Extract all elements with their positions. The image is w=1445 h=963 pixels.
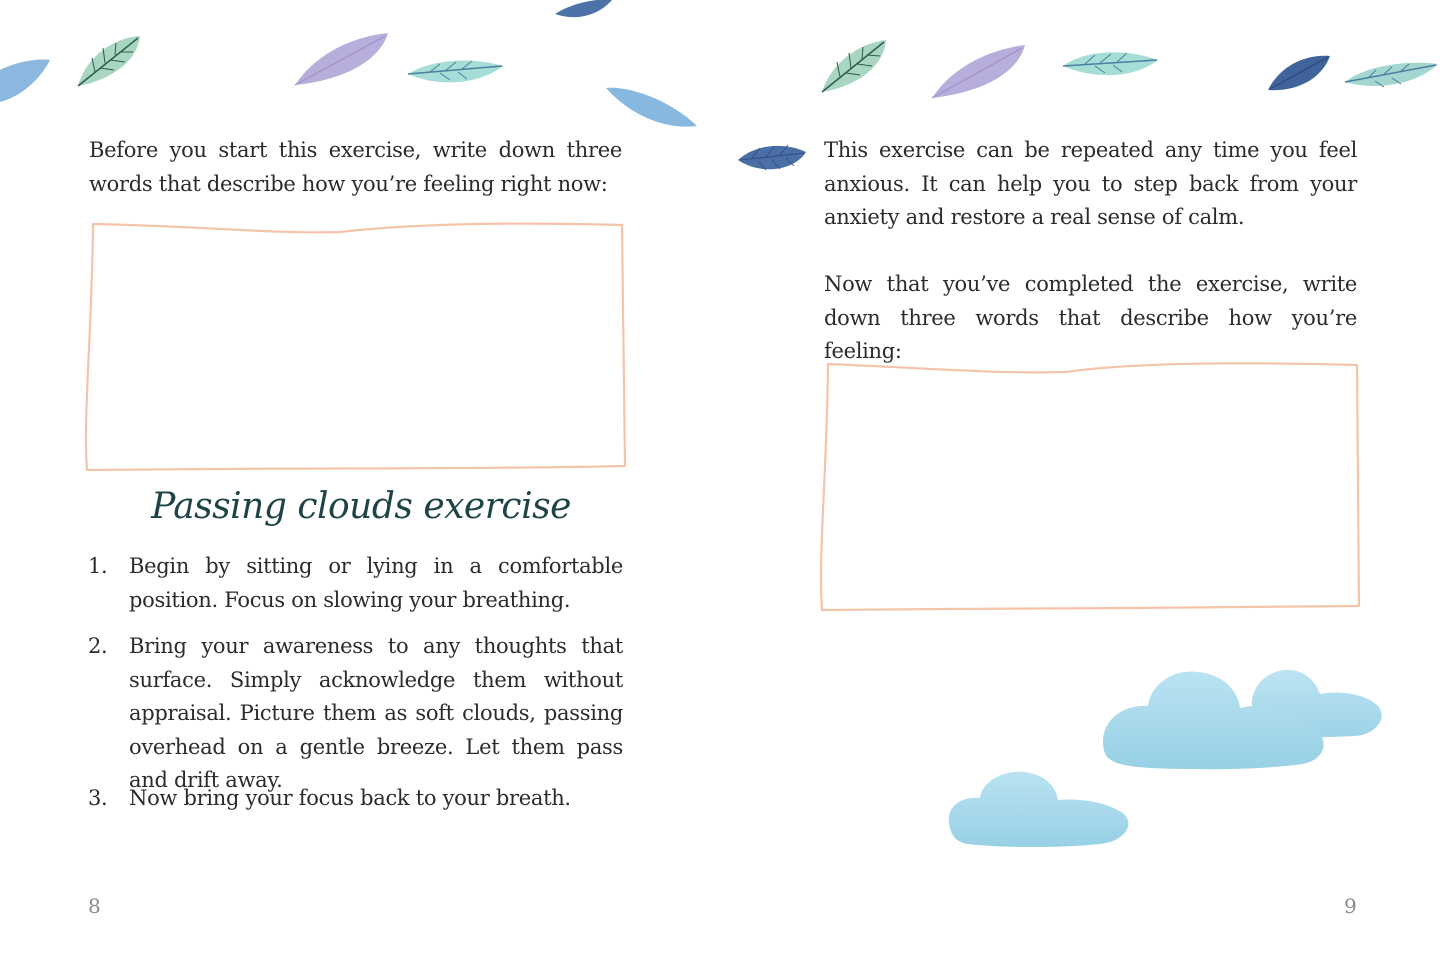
step-number: 1.: [88, 554, 108, 578]
feelings-box-before[interactable]: [80, 214, 632, 476]
left-page: [0, 0, 722, 963]
intro-paragraph: Before you start this exercise, write down three words that describe how you’re feeling right now:: [89, 138, 622, 196]
step-number: 3.: [88, 786, 108, 810]
step-number: 2.: [88, 634, 108, 658]
repeat-paragraph: This exercise can be repeated any time you feel anxious. It can help you to step back from your anxiety and restore a real sense of calm.: [824, 138, 1357, 229]
right-page: [722, 0, 1445, 963]
exercise-title: Passing clouds exercise: [151, 486, 571, 527]
page-number: 8: [88, 894, 101, 918]
step-text: Now bring your focus back to your breath.: [129, 786, 571, 810]
list-item: [88, 550, 623, 617]
step-text: Begin by sitting or lying in a comfortable position. Focus on slowing your breathing.: [129, 554, 623, 612]
after-paragraph: Now that you’ve completed the exercise, write down three words that describe how you’re feeling:: [824, 272, 1357, 363]
page-number: 9: [1344, 894, 1357, 918]
list-item: [88, 630, 623, 798]
feelings-box-after[interactable]: [816, 354, 1366, 616]
list-item: [88, 782, 623, 816]
step-text: Bring your awareness to any thoughts that surface. Simply acknowledge them without appraisal. Picture them as soft clouds, passing overhead on a gentle breeze. Let them pass and drift away.: [129, 634, 623, 792]
